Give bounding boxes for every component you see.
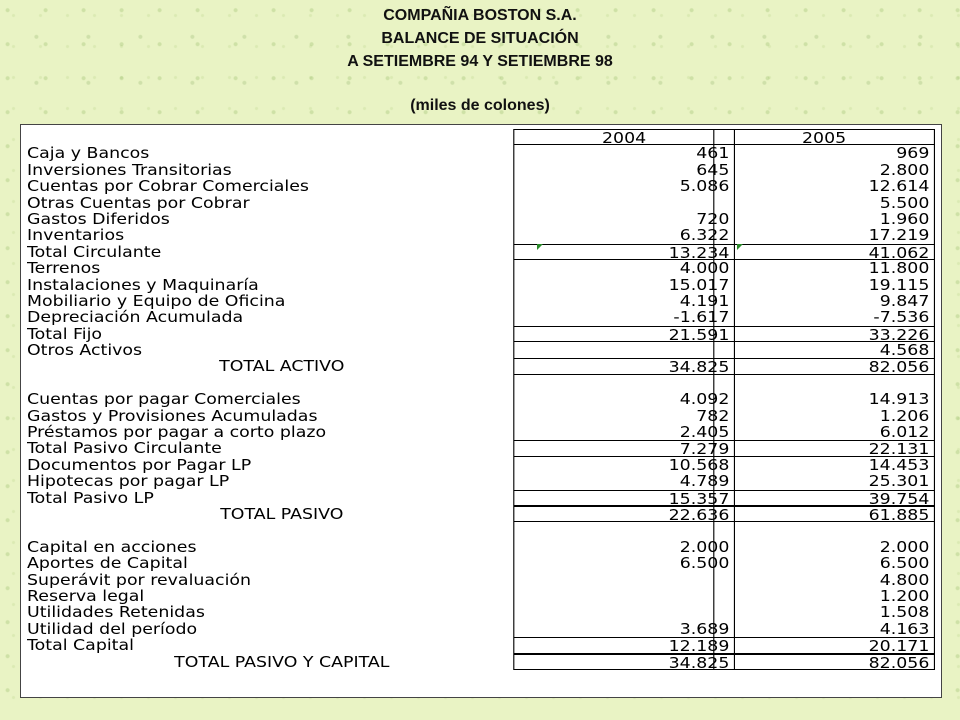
value-2005: 12.614 — [713, 178, 935, 194]
value-2004 — [513, 375, 735, 391]
row-label: Cuentas por pagar Comerciales — [27, 391, 301, 408]
value-2005: 2.000 — [713, 539, 935, 555]
value-2005: 61.885 — [713, 506, 935, 522]
value-2005: 2.800 — [713, 162, 935, 178]
value-2005: 33.226 — [713, 326, 935, 342]
value-2004 — [513, 604, 735, 620]
row-label: Hipotecas por pagar LP — [27, 473, 230, 490]
row-label: Terrenos — [27, 260, 101, 277]
value-2005: 11.800 — [713, 260, 935, 276]
value-2005: 17.219 — [713, 227, 935, 243]
header-label-cell — [27, 129, 537, 145]
row-label: Otros Activos — [27, 342, 143, 359]
row-label: Depreciación Acumulada — [27, 309, 244, 326]
units-note: (miles de colones) — [410, 97, 550, 114]
value-2004: 6.322 — [513, 227, 735, 243]
value-2005: 39.754 — [713, 490, 935, 506]
value-2004: 5.086 — [513, 178, 735, 194]
row-label: Documentos por Pagar LP — [27, 456, 252, 474]
value-2005: 969 — [713, 145, 935, 161]
value-2005: 14.913 — [713, 391, 935, 407]
value-2004: 720 — [513, 211, 735, 227]
value-2004 — [513, 572, 735, 588]
value-2005: 4.568 — [713, 342, 935, 358]
value-2005: 22.131 — [713, 440, 935, 456]
value-2004: 34.825 — [513, 358, 735, 374]
value-2004 — [513, 195, 735, 211]
value-2005: 1.960 — [713, 211, 935, 227]
value-2005 — [713, 375, 935, 391]
value-2004: 34.825 — [513, 654, 735, 670]
value-2004: 6.500 — [513, 555, 735, 571]
value-2005: 82.056 — [713, 654, 935, 670]
value-2004: 4.789 — [513, 473, 735, 489]
value-2005: 19.115 — [713, 277, 935, 293]
row-label: TOTAL PASIVO — [220, 505, 344, 523]
balance-sheet-table — [20, 124, 942, 698]
row-label: Inventarios — [27, 227, 125, 244]
report-title — [0, 4, 960, 73]
row-label: Total Pasivo LP — [27, 489, 154, 506]
row-label: TOTAL PASIVO Y CAPITAL — [174, 653, 390, 670]
row-label: Total Circulante — [27, 243, 162, 261]
row-label: Utilidades Retenidas — [27, 604, 205, 621]
cell-comment-marker — [537, 244, 543, 250]
column-header-2005: 2005 — [713, 129, 935, 145]
row-label — [27, 375, 537, 391]
value-2004: -1.617 — [513, 309, 735, 325]
value-2005: 1.508 — [713, 604, 935, 620]
value-2005: 20.171 — [713, 637, 935, 653]
row-label: Utilidad del período — [27, 620, 198, 638]
value-2005: 4.163 — [713, 621, 935, 637]
value-2004: 4.191 — [513, 293, 735, 309]
row-label: Total Capital — [27, 637, 134, 654]
value-2005: 1.206 — [713, 408, 935, 424]
value-2004: 22.636 — [513, 506, 735, 522]
value-2004: 21.591 — [513, 326, 735, 342]
value-2005: 5.500 — [713, 195, 935, 211]
row-label: Total Fijo — [27, 325, 103, 343]
row-label: Capital en acciones — [27, 538, 197, 556]
value-2004: 645 — [513, 162, 735, 178]
row-label: Instalaciones y Maquinaría — [27, 276, 259, 293]
value-2005: 4.800 — [713, 572, 935, 588]
cell-comment-marker — [737, 244, 743, 250]
value-2005: 25.301 — [713, 473, 935, 489]
value-2005: 82.056 — [713, 358, 935, 374]
value-2005 — [713, 522, 935, 538]
value-2004: 4.000 — [513, 260, 735, 276]
statement-name: BALANCE DE SITUACIÓN — [381, 30, 579, 47]
column-header-2004: 2004 — [513, 129, 735, 145]
value-2004: 2.405 — [513, 424, 735, 440]
row-label: Gastos Diferidos — [27, 210, 170, 228]
value-2005: 6.012 — [713, 424, 935, 440]
row-label: Otras Cuentas por Cobrar — [27, 194, 250, 211]
company-name: COMPAÑIA BOSTON S.A. — [383, 7, 577, 24]
value-2004: 15.017 — [513, 277, 735, 293]
value-2004 — [513, 588, 735, 604]
value-2004 — [513, 342, 735, 358]
value-2004: 12.189 — [513, 637, 735, 653]
value-2004: 461 — [513, 145, 735, 161]
row-label: Superávit por revaluación — [27, 571, 252, 588]
value-2005: 41.062 — [713, 244, 935, 260]
value-2004: 7.279 — [513, 440, 735, 456]
value-2005: 1.200 — [713, 588, 935, 604]
row-label: Inversiones Transitorias — [27, 161, 232, 179]
value-2005: 9.847 — [713, 293, 935, 309]
value-2005: -7.536 — [713, 309, 935, 325]
statement-period: A SETIEMBRE 94 Y SETIEMBRE 98 — [347, 53, 613, 70]
row-label: Mobiliario y Equipo de Oficina — [27, 292, 286, 310]
value-2004: 13.234 — [513, 244, 735, 260]
value-2005: 6.500 — [713, 555, 935, 571]
value-2004: 782 — [513, 408, 735, 424]
row-label: Aportes de Capital — [27, 555, 188, 572]
row-label: Cuentas por Cobrar Comerciales — [27, 178, 309, 195]
row-label: Gastos y Provisiones Acumuladas — [27, 407, 318, 425]
value-2004: 10.568 — [513, 457, 735, 473]
value-2004: 3.689 — [513, 621, 735, 637]
value-2004: 4.092 — [513, 391, 735, 407]
row-label: Reserva legal — [27, 587, 145, 605]
row-label: Caja y Bancos — [27, 145, 150, 162]
row-label — [27, 522, 537, 538]
row-label: TOTAL ACTIVO — [219, 358, 345, 375]
value-2004 — [513, 522, 735, 538]
row-label: Total Pasivo Circulante — [27, 440, 222, 457]
value-2004: 2.000 — [513, 539, 735, 555]
value-2005: 14.453 — [713, 457, 935, 473]
value-2004: 15.357 — [513, 490, 735, 506]
row-label: Préstamos por pagar a corto plazo — [27, 424, 327, 441]
